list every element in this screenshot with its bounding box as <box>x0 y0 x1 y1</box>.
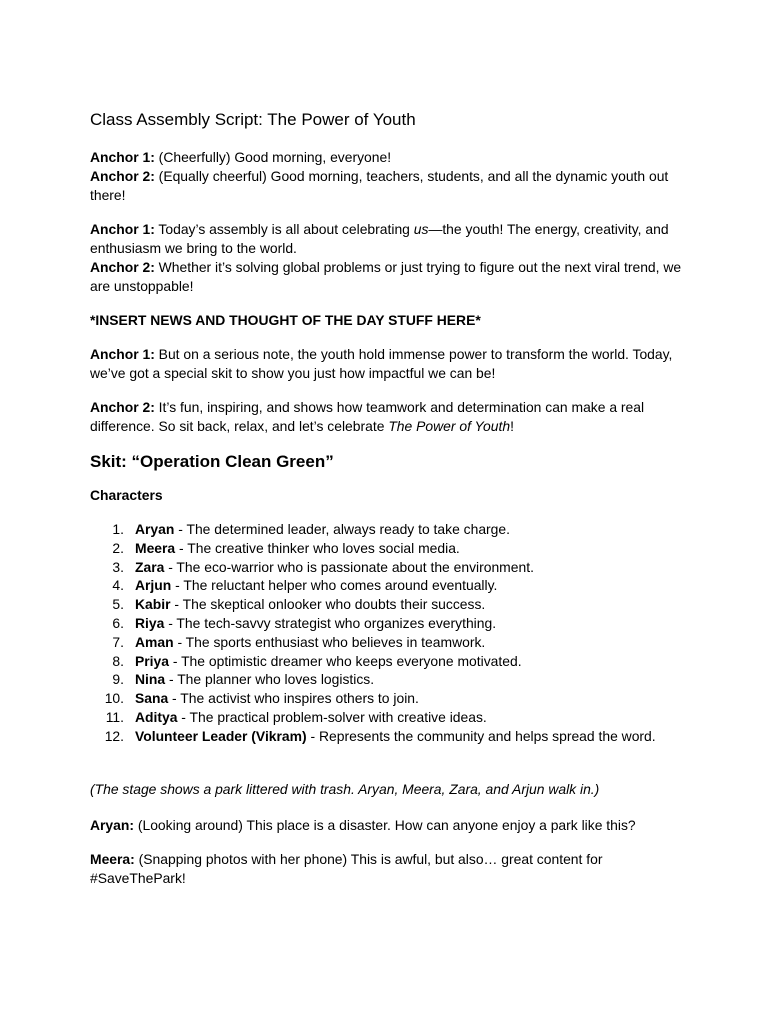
character-name: Sana <box>135 690 169 707</box>
character-item <box>90 652 690 671</box>
speaker-label: Anchor 1: <box>90 221 155 237</box>
list-number: 11. <box>105 708 124 725</box>
character-name: Zara <box>135 558 165 575</box>
intro-line-6 <box>90 398 690 436</box>
line-text: Whether it’s solving global problems or just trying to figure out the next viral trend, we are unstoppable! <box>90 259 682 294</box>
character-item <box>90 727 690 746</box>
list-number: 5. <box>112 596 124 613</box>
dialogue-line-2 <box>90 850 690 888</box>
character-name: Aman <box>135 633 174 650</box>
list-number: 9. <box>112 671 124 688</box>
character-item <box>90 670 690 689</box>
line-text: (Looking around) This place is a disaster. How can anyone enjoy a park like this? <box>134 816 636 833</box>
emphasis-text: us <box>413 221 429 237</box>
character-name: Aryan <box>135 521 175 537</box>
speaker-label: Meera: <box>90 850 135 867</box>
character-name: Aditya <box>135 708 178 725</box>
character-desc: - The practical problem-solver with creative ideas. <box>177 708 487 725</box>
character-name: Priya <box>135 652 169 669</box>
character-desc: - The reluctant helper who comes around eventually. <box>171 577 498 594</box>
character-desc: - The eco-warrior who is passionate about the environment. <box>164 558 534 575</box>
intro-line-2 <box>90 167 690 205</box>
document-page <box>90 109 690 888</box>
line-text: (Cheerfully) Good morning, everyone! <box>154 149 392 165</box>
line-text: But on a serious note, the youth hold immense power to transform the world. Today, we’ve got a special skit to show you just how impactful we can be! <box>90 346 673 381</box>
character-item <box>90 539 690 558</box>
character-name: Arjun <box>135 577 172 594</box>
line-text: (Equally cheerful) Good morning, teachers, students, and all the dynamic youth out there! <box>90 168 669 203</box>
character-desc: - The planner who loves logistics. <box>165 671 375 688</box>
character-item <box>90 576 690 595</box>
line-text: (Snapping photos with her phone) This is awful, but also… great content for #SaveThePark! <box>90 850 603 886</box>
list-number: 10. <box>104 690 124 707</box>
list-number: 12. <box>104 727 124 744</box>
insert-notice: *INSERT NEWS AND THOUGHT OF THE DAY STUFF HERE* <box>90 312 481 328</box>
character-desc: - The creative thinker who loves social media. <box>175 539 460 556</box>
character-name: Meera <box>135 539 176 556</box>
character-item <box>90 558 690 577</box>
characters-heading: Characters <box>90 487 163 503</box>
character-item <box>90 633 690 652</box>
emphasis-text: The Power of Youth <box>388 418 511 434</box>
character-item <box>90 595 690 614</box>
skit-title: Skit: “Operation Clean Green” <box>90 452 334 471</box>
list-number: 6. <box>112 614 124 631</box>
character-item <box>90 689 690 708</box>
intro-line-1 <box>90 148 690 167</box>
character-desc: - Represents the community and helps spread the word. <box>306 727 656 744</box>
list-number: 3. <box>112 558 124 575</box>
character-item <box>90 614 690 633</box>
character-desc: - The skeptical onlooker who doubts their success. <box>170 596 486 613</box>
list-number: 8. <box>112 652 124 669</box>
character-desc: - The sports enthusiast who believes in teamwork. <box>173 633 486 650</box>
intro-line-3 <box>90 220 690 258</box>
character-desc: - The determined leader, always ready to take charge. <box>174 521 510 537</box>
character-item <box>90 520 690 539</box>
character-name: Riya <box>135 614 165 631</box>
character-name: Volunteer Leader (Vikram) <box>135 727 307 744</box>
speaker-label: Anchor 1: <box>90 346 155 362</box>
speaker-label: Aryan: <box>90 816 134 833</box>
line-text: It’s fun, inspiring, and shows how teamwork and determination can make a real difference. So sit back, relax, and let’s celebrate <box>90 399 645 434</box>
intro-line-4 <box>90 258 690 296</box>
character-desc: - The tech-savvy strategist who organizes everything. <box>164 614 497 631</box>
character-item <box>90 708 690 727</box>
dialogue-line-1 <box>90 816 690 835</box>
speaker-label: Anchor 2: <box>90 259 155 275</box>
character-desc: - The optimistic dreamer who keeps everyone motivated. <box>168 652 522 669</box>
character-name: Nina <box>135 671 166 688</box>
list-number: 2. <box>112 539 124 556</box>
list-number: 4. <box>112 577 124 594</box>
speaker-label: Anchor 2: <box>90 168 155 184</box>
characters-list <box>90 520 690 746</box>
character-desc: - The activist who inspires others to join. <box>168 690 419 707</box>
line-text: Today’s assembly is all about celebrating <box>154 221 414 237</box>
speaker-label: Anchor 1: <box>90 149 155 165</box>
intro-line-5 <box>90 345 690 383</box>
stage-direction: (The stage shows a park littered with trash. Aryan, Meera, Zara, and Arjun walk in.) <box>90 780 600 797</box>
list-number: 7. <box>112 633 124 650</box>
line-text: —the youth! The energy, creativity, and enthusiasm we bring to the world. <box>90 221 669 256</box>
list-number: 1. <box>112 521 124 537</box>
page-title: Class Assembly Script: The Power of Youth <box>90 110 416 129</box>
speaker-label: Anchor 2: <box>90 399 155 415</box>
line-text: ! <box>510 418 514 434</box>
character-name: Kabir <box>135 596 171 613</box>
